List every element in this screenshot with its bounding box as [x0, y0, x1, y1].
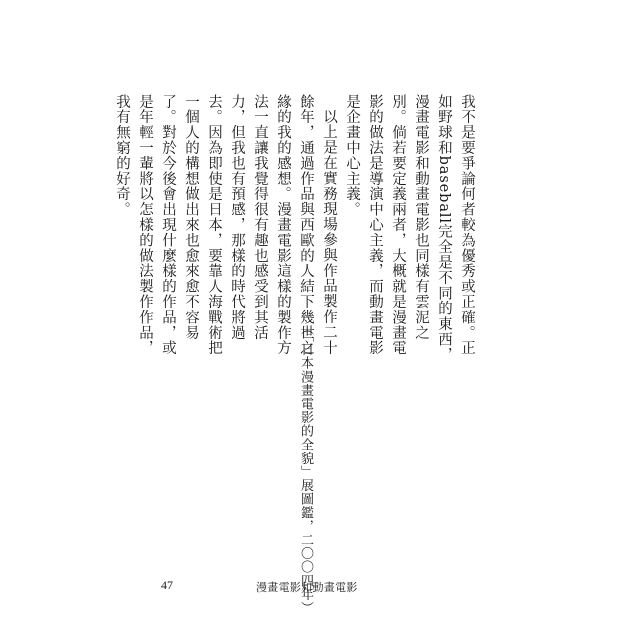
paragraph-1: 我不是要爭論何者較為優秀或正確。正如野球和baseball完全是不同的東西，漫畫電影和動畫電影也同樣有雲泥之別。倘若要定義兩者，大概就是漫畫電影的做法是導演中心主義，而動畫電影是企畫中心主義。	[344, 94, 475, 363]
running-head: 漫畫電影和動畫電影	[256, 581, 358, 594]
page-footer	[0, 578, 640, 598]
citation: （「日本漫畫電影的全貌」展圖鑑，二〇〇四年）	[298, 322, 313, 615]
page-number: 47	[161, 578, 173, 592]
paragraph-2: 以上是在實務現場參與作品製作二十餘年，通過作品與西歐的人結下幾世之緣的我的感想。漫畫電影這樣的製作方法一直讓我覺得很有趣也感受到其活力，但我也有預感，那樣的時代將過去。因為即使是日本，要靠人海戰術把一個人的構想做出來也愈來愈不容易了。對於今後會出現什麼樣的作品，或是年輕一輩將以怎樣的做法製作作品，我有無窮的好奇。	[114, 94, 337, 356]
body-text-column	[114, 94, 478, 364]
